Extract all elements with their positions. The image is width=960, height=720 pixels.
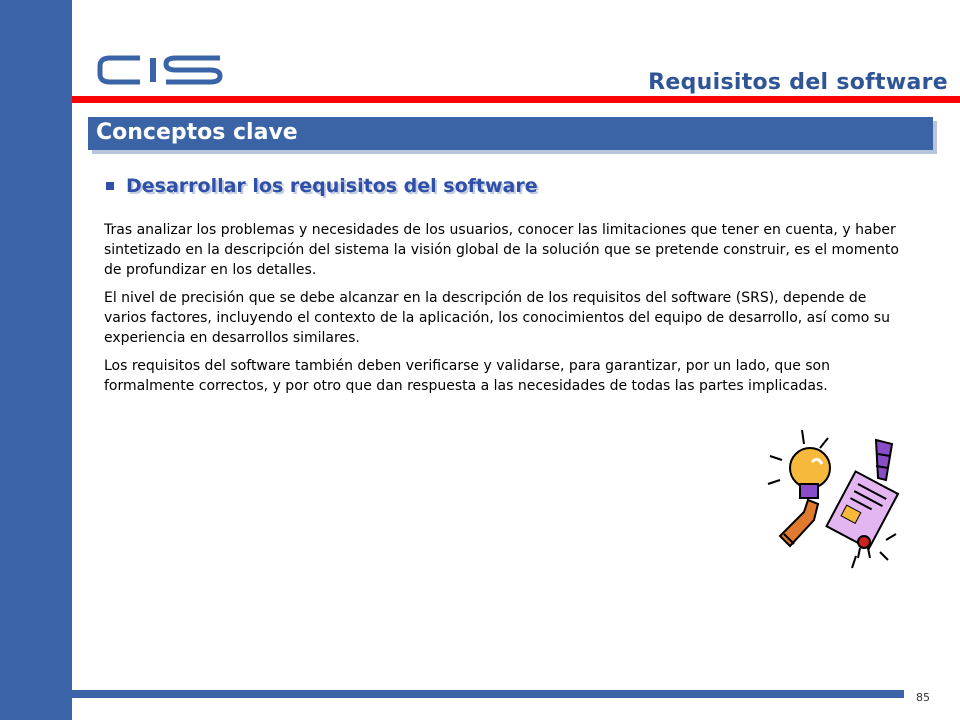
left-sidebar-band [0, 0, 72, 720]
header-title: Requisitos del software [648, 70, 948, 95]
paragraph-3: Los requisitos del software también deben verificarse y validarse, para garantizar, por un lado, que son formalmente correctos, y por otro que dan respuesta a las necesidades de todas las partes implicadas. [104, 358, 830, 394]
bullet-heading-text: Desarrollar los requisitos del software [126, 175, 538, 197]
footer-divider [72, 690, 904, 698]
body-text [104, 220, 904, 404]
page-number: 85 [916, 691, 930, 704]
paragraph-1: Tras analizar los problemas y necesidades de los usuarios, conocer las limitaciones que tener en cuenta, y haber sintetizado en la descripción del sistema la visión global de la solución que se pretende construir, es el momento de profundizar en los detalles. [104, 222, 899, 278]
bullet-square-icon [106, 182, 114, 190]
paragraph-2: El nivel de precisión que se debe alcanzar en la descripción de los requisitos del software (SRS), depende de varios factores, incluyendo el contexto de la aplicación, los conocimientos del equipo de desarrollo, así como su experiencia en desarrollos similares. [104, 290, 890, 346]
cis-logo [96, 52, 226, 88]
section-title: Conceptos clave [96, 120, 298, 145]
lightbulb-and-certificate-icon [760, 420, 910, 580]
section-header [88, 117, 933, 150]
header-divider [72, 96, 960, 103]
